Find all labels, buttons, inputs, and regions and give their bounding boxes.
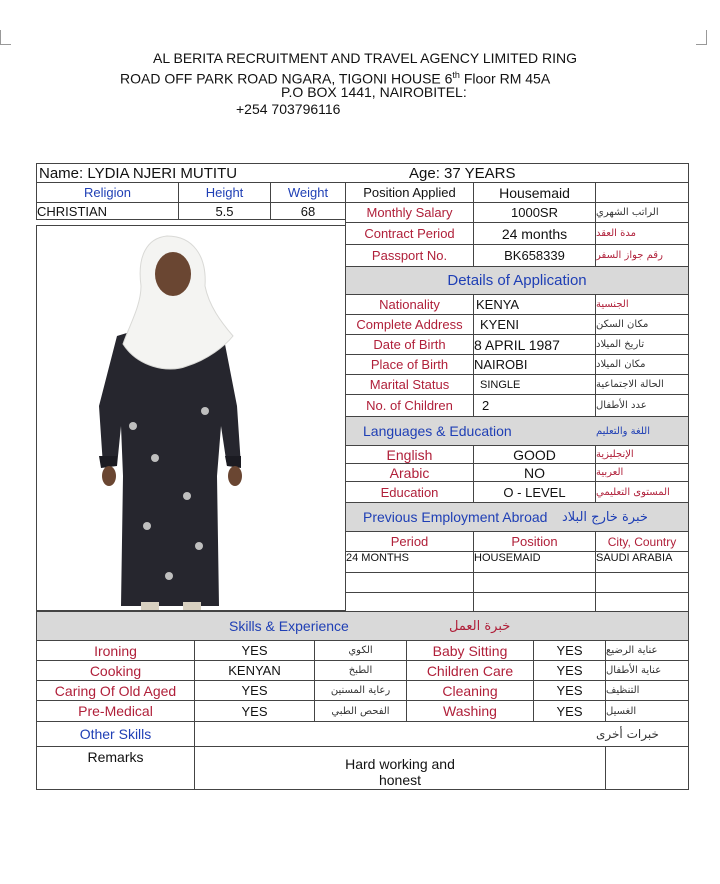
name-age-row — [36, 163, 689, 183]
remarks-empty-cell — [605, 746, 689, 790]
children-value: 2 — [473, 394, 596, 417]
education-arabic: المستوى التعليمي — [595, 481, 689, 503]
address-label: Complete Address — [345, 314, 474, 335]
application-form — [36, 163, 689, 790]
employment-empty-cell — [595, 592, 689, 612]
previous-employment-label: Previous Employment Abroad — [363, 509, 548, 525]
remarks-value — [194, 746, 606, 790]
remarks-label: Remarks — [36, 746, 195, 790]
skill-right-label: Washing — [406, 700, 534, 722]
passport-value: BK658339 — [473, 244, 596, 267]
religion-value: CHRISTIAN — [36, 202, 179, 220]
monthly-salary-value: 1000SR — [473, 202, 596, 223]
skill-right-label: Children Care — [406, 660, 534, 681]
previous-employment-arabic: خبرة خارج البلاد — [562, 509, 648, 525]
monthly-salary-label: Monthly Salary — [345, 202, 474, 223]
employment-city-value: SAUDI ARABIA — [595, 551, 689, 573]
contract-period-value: 24 months — [473, 222, 596, 245]
place-of-birth-arabic: مكان الميلاد — [595, 354, 689, 375]
skill-right-arabic: الغسيل — [605, 700, 689, 722]
agency-phone-line: +254 703796116 — [236, 101, 341, 117]
position-applied-arabic-cell — [595, 182, 689, 203]
skill-left-label: Pre-Medical — [36, 700, 195, 722]
skill-left-label: Caring Of Old Aged — [36, 680, 195, 701]
employment-empty-cell — [595, 572, 689, 593]
employment-empty-cell — [345, 592, 474, 612]
monthly-salary-arabic: الراتب الشهري — [595, 202, 689, 223]
employment-empty-cell — [473, 592, 596, 612]
marital-status-arabic: الحالة الاجتماعية — [595, 374, 689, 395]
corner-mark-left — [0, 30, 11, 45]
nationality-value: KENYA — [473, 294, 596, 315]
skill-left-label: Cooking — [36, 660, 195, 681]
employment-city-header: City, Country — [595, 531, 689, 552]
agency-pobox-line: P.O BOX 1441, NAIROBITEL: — [281, 84, 467, 100]
education-label: Education — [345, 481, 474, 503]
position-applied-label: Position Applied — [345, 182, 474, 203]
languages-education-title — [345, 416, 689, 446]
english-label: English — [345, 445, 474, 464]
children-arabic: عدد الأطفال — [595, 394, 689, 417]
skills-experience-label: Skills & Experience — [229, 618, 349, 634]
skill-right-arabic: التنظيف — [605, 680, 689, 701]
skill-right-value: YES — [533, 640, 606, 661]
nationality-arabic: الجنسية — [595, 294, 689, 315]
languages-education-arabic: اللغة والتعليم — [596, 425, 650, 437]
skill-left-arabic: رعاية المسنين — [314, 680, 407, 701]
arabic-label: Arabic — [345, 463, 474, 482]
skill-left-value: YES — [194, 680, 315, 701]
date-of-birth-arabic: تاريخ الميلاد — [595, 334, 689, 355]
marital-status-label: Marital Status — [345, 374, 474, 395]
skill-left-label: Ironing — [36, 640, 195, 661]
date-of-birth-label: Date of Birth — [345, 334, 474, 355]
height-label: Height — [178, 182, 271, 203]
employment-period-value: 24 MONTHS — [345, 551, 474, 573]
employment-empty-cell — [473, 572, 596, 593]
previous-employment-title — [345, 502, 689, 532]
candidate-age: Age: 37 YEARS — [409, 164, 516, 182]
skill-left-arabic: الفحص الطبي — [314, 700, 407, 722]
languages-education-label: Languages & Education — [363, 423, 512, 439]
skill-right-label: Cleaning — [406, 680, 534, 701]
agency-name-line: AL BERITA RECRUITMENT AND TRAVEL AGENCY LIMITED RING — [153, 50, 577, 66]
other-skills-arabic: خبرات أخرى — [596, 727, 659, 741]
contract-period-label: Contract Period — [345, 222, 474, 245]
skill-left-arabic: الطبخ — [314, 660, 407, 681]
remarks-line-1: Hard working and — [345, 756, 455, 772]
remarks-line-2: honest — [378, 772, 422, 788]
address-arabic: مكان السكن — [595, 314, 689, 335]
skill-left-value: KENYAN — [194, 660, 315, 681]
weight-label: Weight — [270, 182, 346, 203]
skill-right-value: YES — [533, 680, 606, 701]
height-value: 5.5 — [178, 202, 271, 220]
marital-status-value: SINGLE — [473, 374, 596, 395]
employment-empty-cell — [345, 572, 474, 593]
details-of-application-title: Details of Application — [345, 266, 689, 295]
skill-left-arabic: الكوي — [314, 640, 407, 661]
candidate-photo — [36, 225, 346, 611]
position-applied-value: Housemaid — [473, 182, 596, 203]
skills-experience-title — [36, 611, 689, 641]
nationality-label: Nationality — [345, 294, 474, 315]
candidate-name: Name: LYDIA NJERI MUTITU — [39, 164, 238, 182]
skill-left-value: YES — [194, 700, 315, 722]
skill-right-arabic: عناية الرضيع — [605, 640, 689, 661]
place-of-birth-value: NAIROBI — [473, 354, 596, 375]
arabic-arabic: العربية — [595, 463, 689, 482]
candidate-photo-image — [37, 226, 345, 610]
english-value: GOOD — [473, 445, 596, 464]
other-skills-label: Other Skills — [36, 721, 195, 747]
skills-experience-arabic: خبرة العمل — [449, 618, 511, 634]
skill-left-value: YES — [194, 640, 315, 661]
arabic-value: NO — [473, 463, 596, 482]
skill-right-value: YES — [533, 700, 606, 722]
skill-right-value: YES — [533, 660, 606, 681]
employment-position-value: HOUSEMAID — [473, 551, 596, 573]
english-arabic: الإنجليزية — [595, 445, 689, 464]
agency-address-line: ROAD OFF PARK ROAD NGARA, TIGONI HOUSE 6th Floor RM 45A — [120, 70, 551, 87]
skill-right-arabic: عناية الأطفال — [605, 660, 689, 681]
education-value: O - LEVEL — [473, 481, 596, 503]
corner-mark-right — [696, 30, 707, 45]
date-of-birth-value: 8 APRIL 1987 — [473, 334, 596, 355]
contract-period-arabic: مدة العقد — [595, 222, 689, 245]
address-value: KYENI — [473, 314, 596, 335]
children-label: No. of Children — [345, 394, 474, 417]
passport-arabic: رقم جواز السفر — [595, 244, 689, 267]
skill-right-label: Baby Sitting — [406, 640, 534, 661]
place-of-birth-label: Place of Birth — [345, 354, 474, 375]
employment-position-header: Position — [473, 531, 596, 552]
religion-label: Religion — [36, 182, 179, 203]
weight-value: 68 — [270, 202, 346, 220]
passport-label: Passport No. — [345, 244, 474, 267]
employment-period-header: Period — [345, 531, 474, 552]
